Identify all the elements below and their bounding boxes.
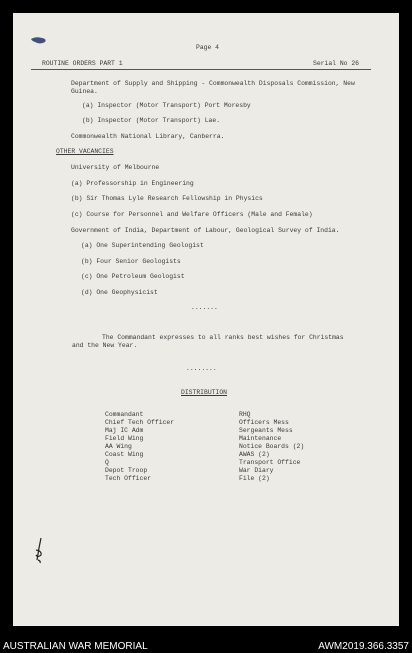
list-item: (a) Professorship in Engineering — [71, 180, 194, 187]
list-item: (b) Inspector (Motor Transport) Lae. — [82, 117, 221, 124]
university-line: University of Melbourne — [71, 164, 160, 171]
list-item: Notice Boards (2) — [239, 443, 305, 450]
list-item: (b) Sir Thomas Lyle Research Fellowship in Physics — [71, 195, 263, 202]
christmas-line-2: and the New Year. — [72, 342, 138, 349]
list-item: Q — [105, 459, 109, 466]
christmas-line-1: The Commandant expresses to all ranks best wishes for Christmas — [102, 334, 344, 341]
list-item: Commandant — [105, 411, 144, 418]
section-separator: ....... — [191, 304, 218, 311]
list-item: Transport Office — [239, 459, 301, 466]
list-item: Coast Wing — [105, 451, 144, 458]
serial-number: Serial No 26 — [313, 60, 360, 67]
list-item: RHQ — [239, 411, 251, 418]
list-item: (b) Four Senior Geologists — [81, 258, 181, 265]
page-number: Page 4 — [196, 44, 220, 51]
list-item: War Diary — [239, 467, 274, 474]
header-rule — [31, 69, 371, 70]
footer-bar — [0, 634, 412, 653]
document-title: ROUTINE ORDERS PART 1 — [42, 60, 123, 67]
list-item: Depot Troop — [105, 467, 148, 474]
list-item: Officers Mess — [239, 419, 289, 426]
ink-mark — [30, 36, 48, 45]
list-item: (a) One Superintending Geologist — [81, 242, 204, 249]
list-item: AWAS (2) — [239, 451, 270, 458]
dept-line-1: Department of Supply and Shipping - Commonwealth Disposals Commission, New — [71, 80, 355, 87]
list-item: (a) Inspector (Motor Transport) Port Moresby — [82, 102, 251, 109]
distribution-heading: DISTRIBUTION — [181, 389, 228, 396]
government-line: Government of India, Department of Labour, Geological Survey of India. — [71, 227, 340, 234]
section-separator: ........ — [186, 365, 217, 372]
list-item: Chief Tech Officer — [105, 419, 175, 426]
list-item: Tech Officer — [105, 475, 152, 482]
footer-credit: AUSTRALIAN WAR MEMORIAL — [3, 641, 148, 652]
list-item: Maj IC Adm — [105, 427, 144, 434]
list-item: Maintenance — [239, 435, 282, 442]
list-item: (c) One Petroleum Geologist — [81, 273, 185, 280]
section-heading: OTHER VACANCIES — [56, 148, 114, 155]
library-line: Commonwealth National Library, Canberra. — [71, 133, 225, 140]
footer-accession-number: AWM2019.366.3357 — [318, 641, 409, 652]
list-item: File (2) — [239, 475, 270, 482]
list-item: Field Wing — [105, 435, 144, 442]
dept-line-2: Guinea. — [71, 88, 98, 95]
list-item: (d) One Geophysicist — [81, 289, 158, 296]
list-item: Sergeants Mess — [239, 427, 293, 434]
list-item: (c) Course for Personnel and Welfare Officers (Male and Female) — [71, 211, 313, 218]
handwritten-mark — [32, 536, 46, 564]
list-item: AA Wing — [105, 443, 132, 450]
